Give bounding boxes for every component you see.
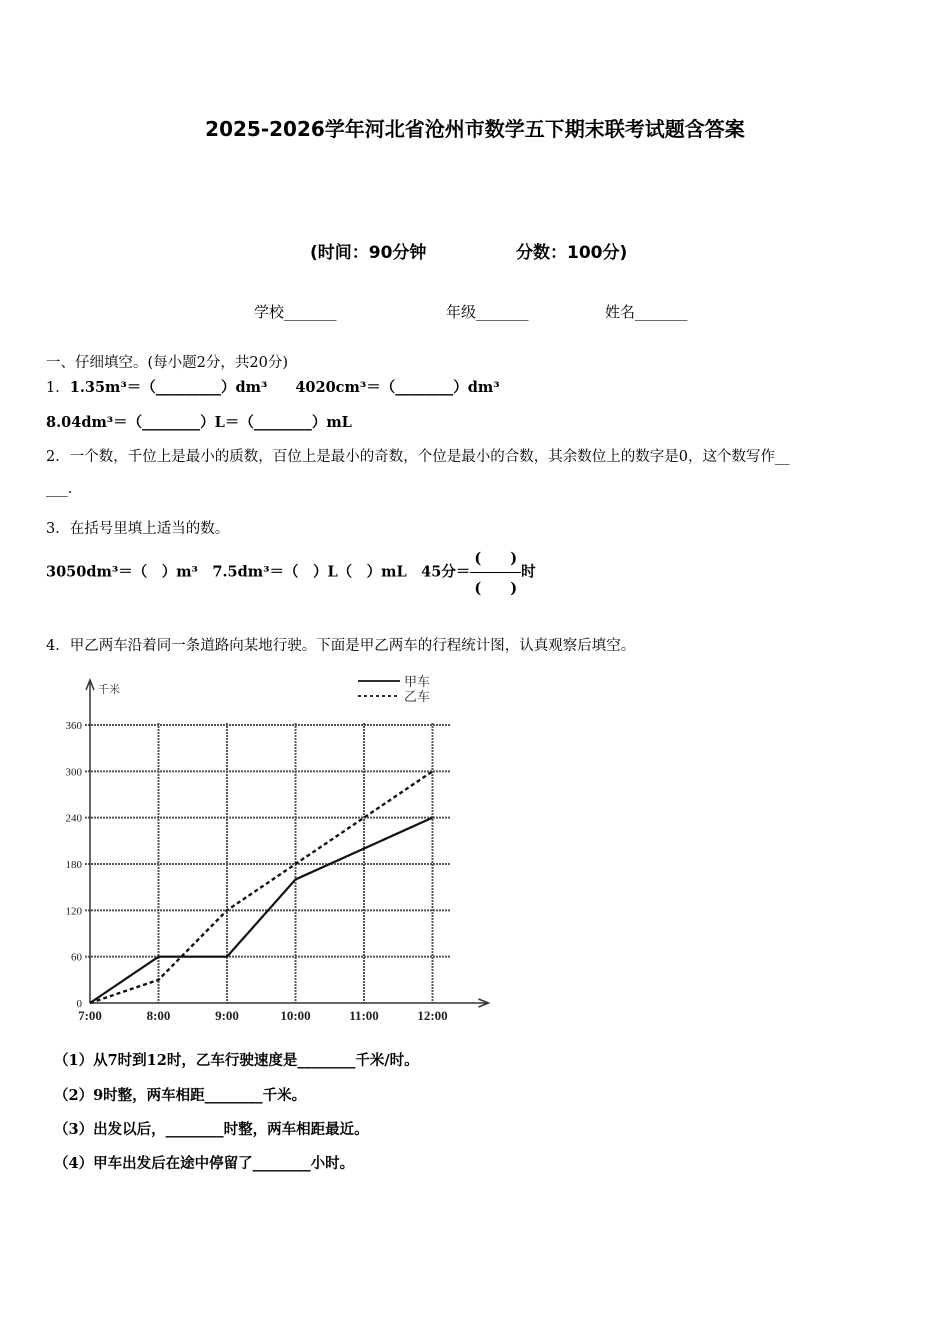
- q2-text: 一个数，千位上是最小的质数，百位上是最小的奇数，个位是最小的合数，其余数位上的数字是0，这个数写作__: [69, 449, 790, 465]
- exam-time: (时间：90分钟: [310, 243, 427, 263]
- legend-label: 乙车: [404, 689, 431, 704]
- question-number: 2．: [46, 449, 70, 465]
- q3-expression: [46, 547, 536, 598]
- travel-chart: [40, 670, 510, 1030]
- question-number: 1．: [46, 380, 70, 396]
- y-tick-label: 120: [65, 905, 82, 918]
- q4-sub-4: （4）甲车出发后在途中停留了________小时。: [54, 1155, 355, 1172]
- x-tick-label: 7:00: [78, 1008, 102, 1023]
- q1-line-2: 8.04dm³＝（________）L＝（________）mL: [46, 414, 352, 431]
- x-tick-label: 11:00: [349, 1008, 379, 1023]
- question-number: 4．: [46, 638, 70, 654]
- q3-suffix: 时: [521, 563, 536, 581]
- exam-score: 分数：100分): [516, 243, 628, 263]
- question-2: [46, 445, 789, 466]
- legend-label: 甲车: [404, 674, 431, 689]
- y-tick-label: 360: [65, 720, 82, 732]
- name-field[interactable]: 姓名_______: [605, 303, 688, 321]
- q1-part-a: 1.35m³＝（_________）dm³: [69, 379, 268, 396]
- q4-text: 甲乙两车沿着同一条道路向某地行驶。下面是甲乙两车的行程统计图，认真观察后填空。: [69, 638, 636, 654]
- page-title: 2025-2026学年河北省沧州市数学五下期末联考试题含答案: [205, 117, 745, 141]
- y-tick-label: 180: [65, 859, 82, 871]
- x-tick-label: 12:00: [417, 1008, 448, 1023]
- question-number: 3．: [46, 521, 70, 537]
- question-1: [46, 376, 500, 397]
- q2-line-2: ___.: [46, 481, 73, 497]
- q1-part-b: 4020cm³＝（________）dm³: [295, 379, 500, 396]
- x-tick-label: 9:00: [215, 1008, 239, 1023]
- q4-sub-2: （2）9时整，两车相距________千米。: [54, 1087, 307, 1104]
- question-3: [46, 517, 229, 538]
- q4-sub-1: （1）从7时到12时，乙车行驶速度是________千米/时。: [54, 1052, 419, 1069]
- y-axis-label: 千米: [98, 684, 120, 696]
- fraction-denominator: ( ): [474, 580, 518, 597]
- y-tick-label: 0: [76, 998, 82, 1010]
- question-4: [46, 634, 635, 655]
- x-tick-label: 8:00: [146, 1008, 171, 1023]
- q3-fraction: [470, 547, 521, 598]
- q3-text: 在括号里填上适当的数。: [69, 521, 230, 537]
- q4-sub-3: （3）出发以后，________时整，两车相距最近。: [54, 1121, 369, 1138]
- section-heading: 一、仔细填空。(每小题2分，共20分): [46, 355, 288, 371]
- y-tick-label: 60: [71, 951, 82, 964]
- grade-field[interactable]: 年级_______: [446, 303, 529, 321]
- y-tick-label: 240: [65, 812, 82, 825]
- x-tick-label: 10:00: [280, 1008, 311, 1023]
- y-tick-label: 300: [65, 766, 82, 779]
- school-field[interactable]: 学校_______: [254, 303, 337, 321]
- series-line-jia: [90, 818, 433, 1003]
- q3-expr: 3050dm³＝（ ）m³ 7.5dm³＝（ ）L（ ）mL 45分＝: [46, 563, 471, 581]
- fraction-numerator: ( ): [470, 547, 521, 573]
